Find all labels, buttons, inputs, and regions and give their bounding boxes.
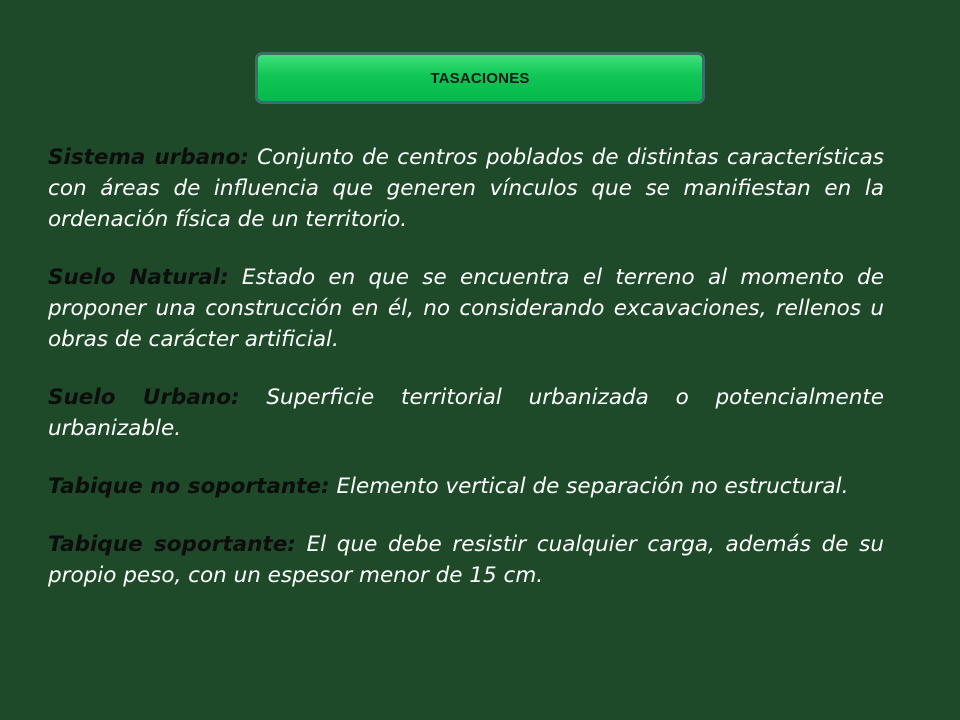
slide-title-box [255,52,705,104]
definition-text: Superficie territorial urbanizada o potencialmente urbanizable. [48,385,885,441]
definition-text: Conjunto de centros poblados de distintas características con áreas de influencia que generen vínculos que se manifiestan en la ordenación física de un territorio. [48,145,884,232]
definition-sistema-urbano [48,142,884,235]
definitions-list [48,142,884,618]
definition-term: Tabique no soportante [48,474,321,499]
definition-separator: : [230,385,240,410]
definition-tabique-soportante [48,529,884,591]
definition-term: Tabique soportante [48,532,288,557]
definition-term: Suelo Urbano [48,385,231,410]
definition-separator: : [240,145,249,170]
definition-tabique-no-soportante [48,471,884,502]
slide-title: TASACIONES [430,69,530,87]
definition-term: Sistema urbano [48,145,241,170]
definition-separator: : [321,474,330,499]
definition-separator: : [287,532,296,557]
definition-text: Estado en que se encuentra el terreno al momento de proponer una construcción en él, no considerando excavaciones, rellenos u obras de carácter artificial. [48,265,884,352]
definition-text: Elemento vertical de separación no estructural. [329,474,849,499]
definition-separator: : [220,265,229,290]
definition-suelo-natural [48,262,884,355]
definition-text: El que debe resistir cualquier carga, además de su propio peso, con un espesor menor de 15 cm. [48,532,884,588]
definition-term: Suelo Natural [48,265,221,290]
definition-suelo-urbano [48,382,884,444]
